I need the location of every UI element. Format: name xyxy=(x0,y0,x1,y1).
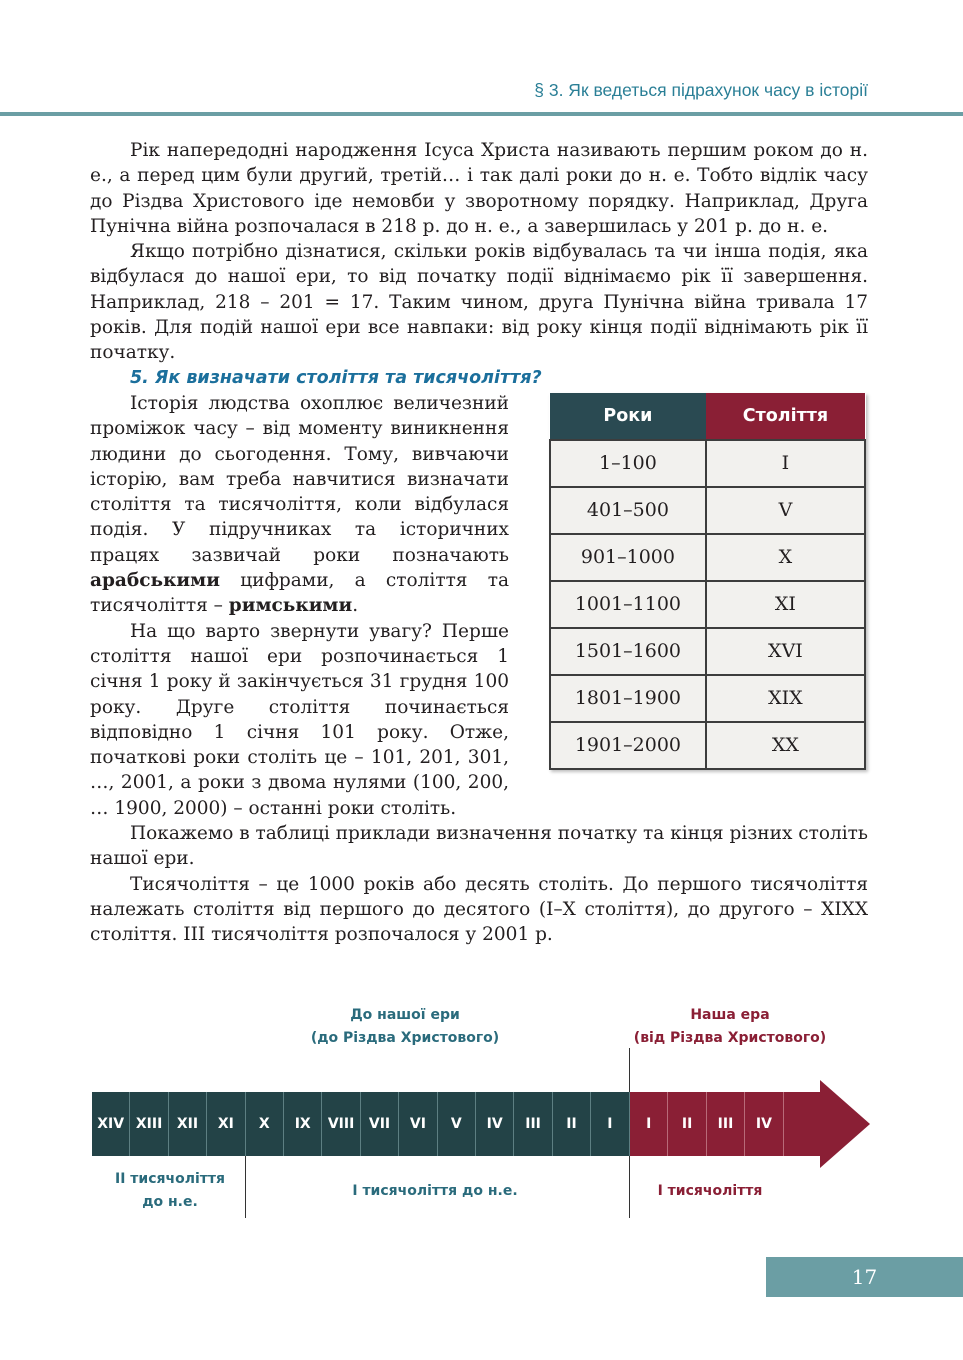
bc-century-segment: X xyxy=(246,1092,284,1156)
paragraph-5: Покажемо в таблиці приклади визначення початку та кінця різних століть нашої ери. xyxy=(90,823,868,870)
millennium-2bc-line1: ІІ тисячоліття xyxy=(114,1171,225,1187)
table-cell-century: X xyxy=(706,534,865,581)
bc-century-segment: V xyxy=(438,1092,476,1156)
bc-century-segment: XII xyxy=(169,1092,207,1156)
bc-century-segment: IX xyxy=(284,1092,322,1156)
ad-century-segment: I xyxy=(630,1092,668,1156)
centuries-table-wrap xyxy=(549,393,866,770)
paragraph-6: Тисячоліття – це 1000 років або десять століть. До першого тисячоліття належать століття від першого до десятого (І–Х століття), до другого – ХІХХ століття. ІІІ тисячоліття розпочалося у 2001 р. xyxy=(90,873,868,946)
millennium-1bc-label: І тисячоліття до н.е. xyxy=(352,1183,518,1199)
table-cell-years: 1801–1900 xyxy=(550,675,706,722)
bc-century-segment: II xyxy=(553,1092,591,1156)
ad-century-segment: II xyxy=(668,1092,706,1156)
table-row xyxy=(550,581,865,628)
ad-era-title-line1: Наша ера xyxy=(690,1007,770,1023)
bc-century-segment: XIV xyxy=(92,1092,130,1156)
table-cell-century: XVI xyxy=(706,628,865,675)
table-cell-century: XIX xyxy=(706,675,865,722)
bold-arabic: арабськими xyxy=(90,570,220,592)
paragraph-4: На що варто звернути увагу? Перше століття нашої ери розпочинається 1 січня 1 року й закінчується 31 грудня 100 року. Друге століття починається відповідно 1 січня 101 року. Отже, початкові роки століть це – 101, 201, 301, …, 2001, а роки з двома нулями (100, 200, … 1900, 2000) – останні роки століть. xyxy=(90,620,509,819)
table-row xyxy=(550,722,865,769)
paragraph-3-end: . xyxy=(352,595,359,617)
bc-century-segment: XIII xyxy=(130,1092,168,1156)
ad-era-title-line2: (від Різдва Христового) xyxy=(633,1030,827,1046)
bc-century-segment: XI xyxy=(207,1092,245,1156)
main-text xyxy=(90,138,868,948)
ad-century-segment: III xyxy=(707,1092,745,1156)
bc-era-title-line1: До нашої ери xyxy=(350,1007,460,1023)
millennium-1ad-label: І тисячоліття xyxy=(657,1183,763,1199)
table-cell-years: 401–500 xyxy=(550,487,706,534)
millennium-2bc-label xyxy=(100,1168,240,1214)
centuries-table xyxy=(549,393,866,770)
bc-century-segment: III xyxy=(514,1092,552,1156)
table-cell-century: V xyxy=(706,487,865,534)
ad-century-segment: IV xyxy=(745,1092,783,1156)
millennium-2bc-line2: до н.е. xyxy=(142,1194,198,1210)
bc-century-segment: I xyxy=(591,1092,629,1156)
bc-era-title-line2: (до Різдва Христового) xyxy=(310,1030,500,1046)
bc-century-segment: VI xyxy=(399,1092,437,1156)
table-row xyxy=(550,628,865,675)
table-cell-years: 1901–2000 xyxy=(550,722,706,769)
table-cell-century: XI xyxy=(706,581,865,628)
table-row xyxy=(550,487,865,534)
table-row xyxy=(550,440,865,487)
table-row xyxy=(550,675,865,722)
paragraph-3-start: Історія людства охоплює величезний проміжок часу – від моменту виникнення людини до сьогодення. Тому, вивчаючи історію, вам треба навчитися визначати століття та тисячоліття, коли відбулася подія. У підручниках та історичних працях зазвичай роки позначають xyxy=(90,392,509,566)
paragraph-2: Якщо потрібно дізнатися, скільки років відбувалась та чи інша подія, яка відбулася до нашої ери, то від початку події віднімаємо рік її завершення. Наприклад, 218 – 201 = 17. Таким чином, друга Пунічна війна тривала 17 років. Для подій нашої ери все навпаки: від року кінця події віднімають рік її початку. xyxy=(90,241,868,364)
table-cell-years: 901–1000 xyxy=(550,534,706,581)
table-header-centuries: Століття xyxy=(706,393,865,440)
timeline-diagram xyxy=(0,1000,963,1230)
bold-roman: римськими xyxy=(228,595,353,617)
table-cell-years: 1501–1600 xyxy=(550,628,706,675)
header-divider xyxy=(0,112,963,116)
bc-century-segment: VIII xyxy=(322,1092,360,1156)
section-heading: 5. Як визначати століття та тисячоліття? xyxy=(130,367,542,388)
table-cell-years: 1001–1100 xyxy=(550,581,706,628)
bc-century-segment: IV xyxy=(476,1092,514,1156)
table-row xyxy=(550,534,865,581)
paragraph-1: Рік напередодні народження Ісуса Христа називають першим роком до н. е., а перед цим були другий, третій… і так далі роки до н. е. Тобто відлік часу до Різдва Христового іде немовби у зворотному порядку. Наприклад, Друга Пунічна війна розпочалася в 218 р. до н. е., а завершилась у 201 р. до н. е. xyxy=(90,140,868,237)
table-header-years: Роки xyxy=(550,393,706,440)
page-number: 17 xyxy=(766,1257,963,1297)
table-cell-century: XX xyxy=(706,722,865,769)
bc-century-segment: VII xyxy=(361,1092,399,1156)
paragraph-3-mid: цифрами, а століття та тисячоліття – xyxy=(90,570,509,617)
table-cell-years: 1–100 xyxy=(550,440,706,487)
running-header: § 3. Як ведеться підрахунок часу в історії xyxy=(534,80,868,100)
arrow-head-shape xyxy=(820,1080,870,1168)
table-cell-century: I xyxy=(706,440,865,487)
